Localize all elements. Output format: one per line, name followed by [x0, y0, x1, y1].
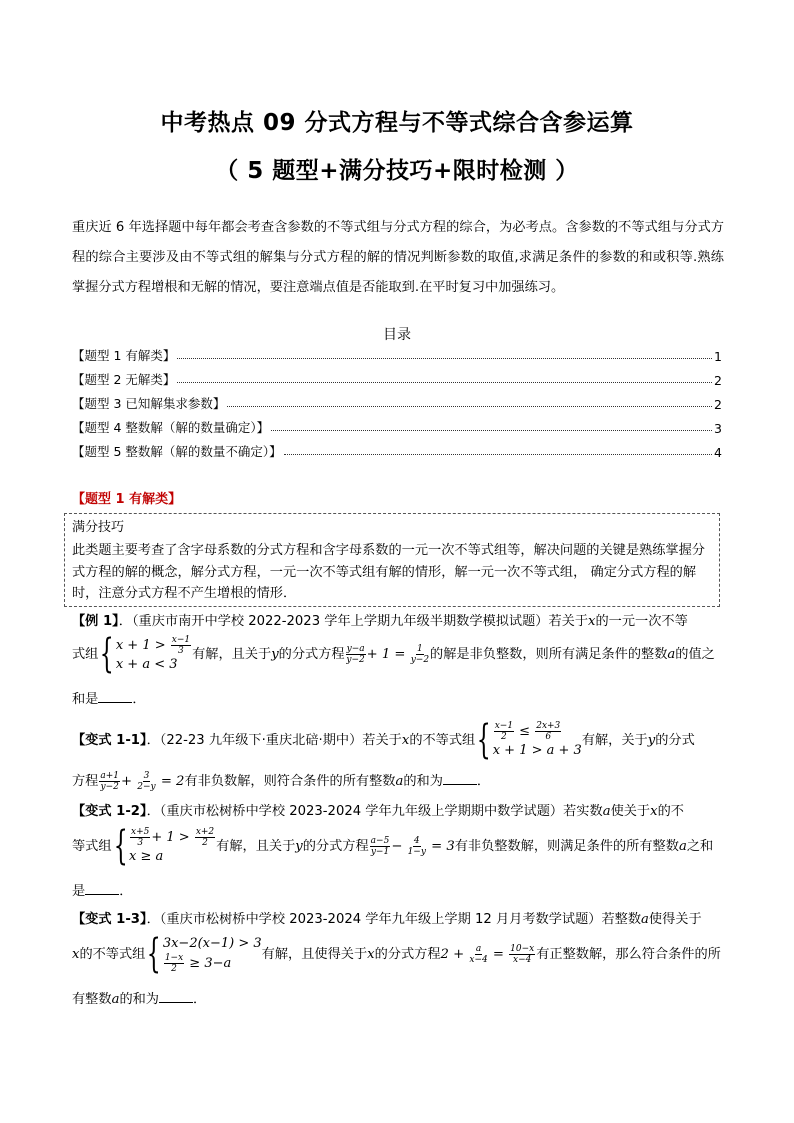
inequality-system: { $\frac{x+5}{3}$ + 1 > $\frac{x+2}{2}$ x ≥ a — [113, 823, 215, 869]
example-text: 式组 — [72, 647, 99, 662]
variant-text: 的不等式组 — [79, 947, 146, 962]
variant-text: 的分式 — [655, 733, 695, 748]
toc-leader — [271, 430, 712, 431]
toc-item-4[interactable] — [72, 416, 722, 436]
variant13-line2: x的不等式组 { 3x−2(x−1) > 3 $\frac{1-x}{2}$ ≥ 3−a 有解，且使得关于x的分式方程2 + $\frac{a}{x-4}$ = $\frac{10-x}{x-4}$ 有正整数解，那么符合条件的所 — [72, 931, 721, 977]
variant-text: 使关于 — [610, 804, 651, 819]
page-title: 中考热点 09 分式方程与不等式综合含参运算 — [160, 110, 634, 136]
variant-text: 的不 — [657, 804, 684, 819]
variant-text: 方程 — [72, 774, 99, 789]
variant-text: 的分式方程 — [302, 839, 369, 854]
example1-line2: 式组 { x + 1 > $\frac{x-1}{3}$ x + a < 3 有解，且关于y的分式方程 $\frac{y-a}{y-2}$ + 1 = $\frac{1}{y-2}$ 的解是非负整数，则所有满足条件的整数a的值之 — [72, 631, 715, 677]
variant-text: 的和为 — [119, 992, 159, 1007]
toc-item-2[interactable] — [72, 368, 722, 388]
toc-leader — [177, 382, 712, 383]
variant-text: 的和为 — [403, 774, 443, 789]
answer-blank[interactable] — [159, 990, 193, 1003]
toc-item-page: 1 — [714, 349, 722, 364]
math-var: x — [588, 614, 596, 629]
example-tag: 【例 1】 — [72, 614, 119, 629]
variant-text: 有解，且使得关于 — [261, 947, 368, 962]
variant-tag: 【变式 1-2】 — [72, 804, 147, 819]
toc-leader — [227, 406, 712, 407]
intro-paragraph: 重庆近 6 年选择题中每年都会考查含参数的不等式组与分式方程的综合，为必考点。含参数的不等式组与分式方程的综合主要涉及由不等式组的解集与分式方程的解的情况判断参数的取值,求满足条件的参数的和或积等.熟练掌握分式方程增根和无解的情况，要注意端点值是否能取到.在平时复习中加强练习。 — [72, 220, 724, 295]
toc-item-page: 4 — [714, 445, 722, 460]
variant13-line1: 【变式 1-3】．（重庆市松树桥中学校 2023-2024 学年九年级上学期 12 月月考数学试题）若整数a使得关于 — [72, 912, 702, 927]
variant-text: 有解，关于 — [581, 733, 648, 748]
toc-item-label: 【题型 3 已知解集求参数】 — [72, 396, 226, 411]
inequality-system: { x + 1 > $\frac{x-1}{3}$ x + a < 3 — [100, 631, 191, 677]
variant12-line3: 是 ． — [72, 884, 133, 899]
variant-text: 的分式方程 — [374, 947, 441, 962]
variant-text: 使得关于 — [648, 912, 702, 927]
variant-text: 之和 — [686, 839, 714, 854]
variant-text: 是 — [72, 884, 86, 899]
toc-item-3[interactable] — [72, 392, 722, 412]
toc-item-page: 3 — [714, 421, 722, 436]
toc-leader — [284, 454, 712, 455]
variant-text: 有非负数解，则符合条件的所有整数 — [184, 774, 396, 789]
variant-text: 有整数 — [72, 992, 112, 1007]
variant-source: ．（22-23 九年级下·重庆北碚·期中）若关于 — [146, 733, 402, 748]
variant12-line1: 【变式 1-2】．（重庆市松树桥中学校 2023-2024 学年九年级上学期期中数学试题）若实数a使关于x的不 — [72, 804, 684, 819]
variant-text: 有解，且关于 — [216, 839, 296, 854]
variant11-line2: 方程 $\frac{a+1}{y-2}$ + $\frac{3}{2-y}$ = 2有非负数解，则符合条件的所有整数a的和为 ． — [72, 771, 491, 792]
variant11-line1: 【变式 1-1】．（22-23 九年级下·重庆北碚·期中）若关于x的不等式组 { $\frac{x-1}{2}$ ≤ $\frac{2x+3}{6}$ x + 1 > a + 3 有解，关于y的分式 — [72, 717, 695, 763]
answer-blank[interactable] — [98, 690, 132, 703]
variant13-line3: 有整数a的和为 ． — [72, 992, 207, 1007]
example1-line3: 和是 ． — [72, 692, 146, 707]
section-heading: 【题型 1 有解类】 — [72, 492, 182, 507]
example-source: ．（重庆市南开中学校 2022-2023 学年上学期九年级半期数学模拟试题）若关于 — [118, 614, 589, 629]
inequality-system: { $\frac{x-1}{2}$ ≤ $\frac{2x+3}{6}$ x + 1 > a + 3 — [476, 717, 582, 763]
variant-tag: 【变式 1-1】 — [72, 733, 147, 748]
toc-item-1[interactable] — [72, 344, 722, 364]
toc-item-label: 【题型 4 整数解（解的数量确定）】 — [72, 420, 270, 435]
toc-item-page: 2 — [714, 373, 722, 388]
toc-item-label: 【题型 1 有解类】 — [72, 348, 176, 363]
tip-body: 此类题主要考查了含字母系数的分式方程和含字母系数的一元一次不等式组等，解决问题的关键是熟练掌握分式方程的解的概念，解分式方程，一元一次不等式组有解的情形，解一元一次不等式组， 确定分式方程的解时，注意分式方程不产生增根的情形． — [72, 543, 705, 601]
variant-text: 等式组 — [72, 839, 112, 854]
example-text: 有解，且关于 — [192, 647, 272, 662]
variant12-line2: 等式组 { $\frac{x+5}{3}$ + 1 > $\frac{x+2}{2}$ x ≥ a 有解，且关于y的分式方程 $\frac{a-5}{y-1}$ − $\frac{4}{1-y}$ = 3有非负整数解，则满足条件的所有整数a之和 — [72, 823, 714, 869]
toc-item-5[interactable] — [72, 440, 722, 460]
toc-heading: 目录 — [383, 327, 411, 343]
answer-blank[interactable] — [443, 772, 477, 785]
example1-line1 — [72, 610, 724, 629]
toc-item-label: 【题型 2 无解类】 — [72, 372, 176, 387]
variant-text: 有非负整数解，则满足条件的所有整数 — [454, 839, 679, 854]
page-subtitle: （ 5 题型+满分技巧+限时检测 ） — [215, 158, 579, 184]
toc-item-page: 2 — [714, 397, 722, 412]
example-text: 和是 — [72, 692, 99, 707]
inequality-system: { 3x−2(x−1) > 3 $\frac{1-x}{2}$ ≥ 3−a — [147, 931, 262, 977]
answer-blank[interactable] — [85, 882, 119, 895]
tip-title: 满分技巧 — [72, 520, 125, 535]
variant-text: 的不等式组 — [409, 733, 476, 748]
toc-leader — [177, 358, 712, 359]
toc-item-label: 【题型 5 整数解（解的数量不确定）】 — [72, 444, 282, 459]
variant-source: ．（重庆市松树桥中学校 2023-2024 学年九年级上学期期中数学试题）若实数 — [146, 804, 603, 819]
example-text: 的解是非负整数，则所有满足条件的整数 — [430, 647, 668, 662]
variant-source: ．（重庆市松树桥中学校 2023-2024 学年九年级上学期 12 月月考数学试题）若整数 — [146, 912, 642, 927]
variant-text: 有正整数解，那么符合条件的所 — [536, 947, 721, 962]
example-text: 的一元一次不等 — [595, 614, 688, 629]
variant-tag: 【变式 1-3】 — [72, 912, 147, 927]
example-text: 的分式方程 — [278, 647, 345, 662]
example-text: 的值之 — [675, 647, 715, 662]
